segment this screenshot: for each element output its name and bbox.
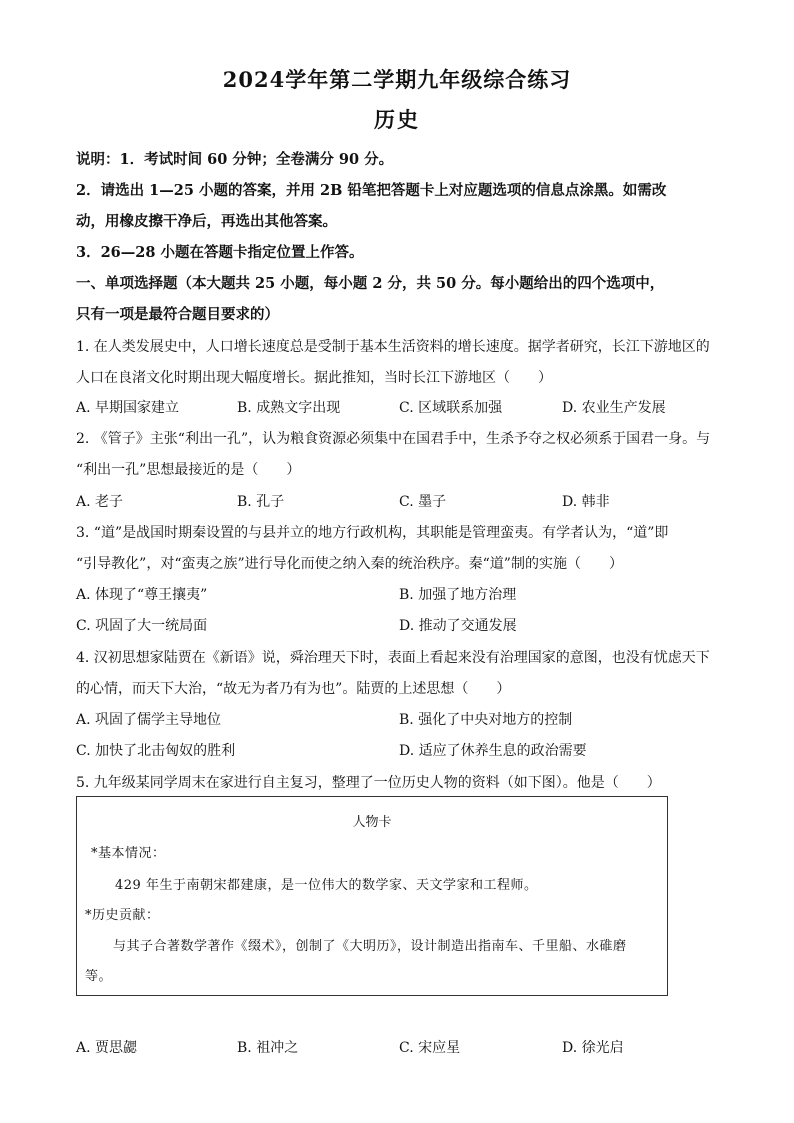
q4-stem-line1: 4. 汉初思想家陆贾在《新语》说，舜治理天下时，表面上看起来没有治理国家的意图，也没有忧虑天下 bbox=[76, 650, 710, 666]
q2-option-c: C. 墨子 bbox=[399, 494, 447, 510]
q2-option-d: D. 韩非 bbox=[562, 494, 610, 510]
person-card-contrib-text: 与其子合著数学著作《缀术》，创制了《大明历》，设计制造出指南车、千里船、水碓磨 bbox=[113, 939, 627, 954]
q4-option-b: B. 强化了中央对地方的控制 bbox=[399, 712, 573, 728]
q3-option-d: D. 推动了交通发展 bbox=[399, 618, 517, 634]
q3-stem-line2: “引导教化”，对“蛮夷之族”进行导化而使之纳入秦的统治秩序。秦“道”制的实施（ ） bbox=[76, 556, 623, 572]
person-card-basic-text: 429 年生于南朝宋都建康，是一位伟大的数学家、天文学家和工程师。 bbox=[115, 878, 538, 893]
person-card-contrib-text-cont: 等。 bbox=[85, 969, 113, 984]
q2-option-b: B. 孔子 bbox=[237, 494, 285, 510]
q1-stem-line1: 1. 在人类发展史中，人口增长速度总是受制于基本生活资料的增长速度。据学者研究，长江下游地区的 bbox=[76, 339, 710, 355]
section-heading-cont: 只有一项是最符合题目要求的） bbox=[76, 306, 279, 323]
q5-option-b: B. 祖冲之 bbox=[237, 1040, 299, 1056]
q5-option-d: D. 徐光启 bbox=[562, 1040, 624, 1056]
instruction-2-cont: 动，用橡皮擦干净后，再选出其他答案。 bbox=[76, 213, 337, 230]
q4-stem-line2: 的心情，而天下大治，“故无为者乃有为也”。陆贾的上述思想（ ） bbox=[76, 681, 511, 697]
q4-option-a: A. 巩固了儒学主导地位 bbox=[76, 712, 222, 728]
q4-option-d: D. 适应了休养生息的政治需要 bbox=[399, 743, 587, 759]
person-card bbox=[76, 796, 668, 996]
exam-title: 2024学年第二学期九年级综合练习 bbox=[222, 67, 572, 92]
q3-option-a: A. 体现了“尊王攘夷” bbox=[76, 587, 208, 603]
q1-option-d: D. 农业生产发展 bbox=[562, 400, 666, 416]
q3-option-b: B. 加强了地方治理 bbox=[399, 587, 517, 603]
q2-option-a: A. 老子 bbox=[76, 494, 124, 510]
person-card-basic-label: *基本情况： bbox=[91, 846, 166, 861]
instruction-1: 说明：1．考试时间 60 分钟；全卷满分 90 分。 bbox=[76, 151, 394, 168]
section-heading: 一、单项选择题（本大题共 25 小题，每小题 2 分，共 50 分。每小题给出的四个选项中， bbox=[76, 275, 665, 292]
q3-option-c: C. 巩固了大一统局面 bbox=[76, 618, 208, 634]
instruction-3: 3．26—28 小题在答题卡指定位置上作答。 bbox=[76, 244, 364, 261]
person-card-contrib-label: *历史贡献： bbox=[85, 908, 160, 923]
q2-stem-line2: “利出一孔”思想最接近的是（ ） bbox=[76, 462, 301, 478]
q2-stem-line1: 2. 《管子》主张“利出一孔”，认为粮食资源必须集中在国君手中，生杀予夺之权必须系于国君一身。与 bbox=[76, 431, 711, 447]
q1-stem-line2: 人口在良渚文化时期出现大幅度增长。据此推知，当时长江下游地区（ ） bbox=[76, 370, 552, 386]
subject-title: 历史 bbox=[374, 107, 420, 132]
q1-option-c: C. 区域联系加强 bbox=[399, 400, 503, 416]
q1-option-b: B. 成熟文字出现 bbox=[237, 400, 341, 416]
instruction-2: 2．请选出 1—25 小题的答案，并用 2B 铅笔把答题卡上对应题选项的信息点涂黑。如需改 bbox=[76, 182, 667, 199]
q4-option-c: C. 加快了北击匈奴的胜利 bbox=[76, 743, 236, 759]
q3-stem-line1: 3. “道”是战国时期秦设置的与县并立的地方行政机构，其职能是管理蛮夷。有学者认为，“道”即 bbox=[76, 525, 669, 541]
q5-stem-line1: 5. 九年级某同学周末在家进行自主复习，整理了一位历史人物的资料（如下图）。他是（ ） bbox=[76, 775, 661, 791]
q1-option-a: A. 早期国家建立 bbox=[76, 400, 180, 416]
person-card-title: 人物卡 bbox=[352, 815, 392, 830]
q5-option-a: A. 贾思勰 bbox=[76, 1040, 138, 1056]
q5-option-c: C. 宋应星 bbox=[399, 1040, 461, 1056]
